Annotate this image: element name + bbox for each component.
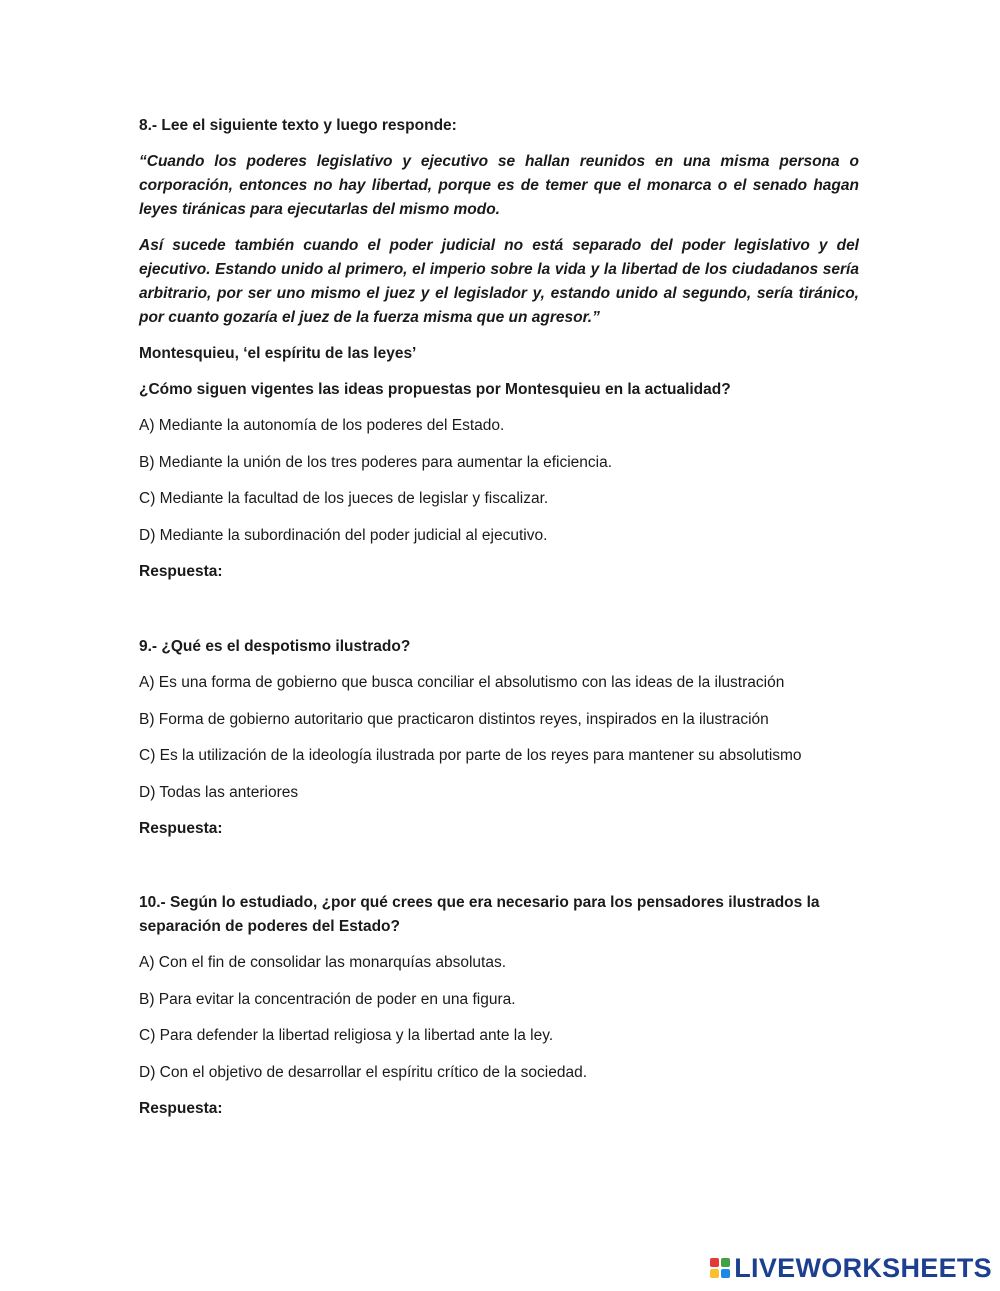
question-10-title: 10.- Según lo estudiado, ¿por qué crees que era necesario para los pensadores ilustrados la separación de poderes del Estado? bbox=[139, 894, 820, 935]
logo-square-blue bbox=[721, 1269, 730, 1278]
quote-source: Montesquieu, ‘el espíritu de las leyes’ bbox=[139, 345, 417, 362]
quote-paragraph-2: Así sucede también cuando el poder judicial no está separado del poder legislativo y del ejecutivo. Estando unido al primero, el imperio sobre la vida y la libertad de los ciudadanos sería arbitrario, por ser uno mismo el juez y el legislador y, estando unido al segundo, sería tiránico, por cuanto gozaría el juez de la fuerza misma que un agresor.” bbox=[139, 237, 859, 326]
question-8-title: 8.- Lee el siguiente texto y luego responde: bbox=[139, 117, 457, 134]
answer-label: Respuesta: bbox=[139, 1100, 223, 1117]
option-d[interactable]: D) Mediante la subordinación del poder judicial al ejecutivo. bbox=[139, 526, 548, 544]
question-8 bbox=[139, 114, 859, 584]
quote-paragraph-1: “Cuando los poderes legislativo y ejecutivo se hallan reunidos en una misma persona o corporación, entonces no hay libertad, porque es de temer que el monarca o el senado hagan leyes tiránicas para ejecutarlas del mismo modo. bbox=[139, 153, 859, 218]
liveworksheets-logo-icon bbox=[710, 1258, 730, 1278]
liveworksheets-brand bbox=[710, 1253, 992, 1283]
option-d[interactable]: D) Con el objetivo de desarrollar el espíritu crítico de la sociedad. bbox=[139, 1063, 588, 1081]
question-8-prompt: ¿Cómo siguen vigentes las ideas propuestas por Montesquieu en la actualidad? bbox=[139, 381, 731, 398]
question-10 bbox=[139, 891, 859, 1121]
option-b[interactable]: B) Mediante la unión de los tres poderes para aumentar la eficiencia. bbox=[139, 453, 613, 471]
option-b[interactable]: B) Forma de gobierno autoritario que practicaron distintos reyes, inspirados en la ilustración bbox=[139, 710, 769, 728]
answer-label: Respuesta: bbox=[139, 820, 223, 837]
brand-name: LIVEWORKSHEETS bbox=[734, 1253, 992, 1283]
option-c[interactable]: C) Para defender la libertad religiosa y la libertad ante la ley. bbox=[139, 1027, 554, 1044]
option-c[interactable]: C) Es la utilización de la ideología ilustrada por parte de los reyes para mantener su absolutismo bbox=[139, 747, 802, 764]
logo-square-yellow bbox=[710, 1269, 719, 1278]
option-c[interactable]: C) Mediante la facultad de los jueces de legislar y fiscalizar. bbox=[139, 490, 549, 507]
option-a[interactable]: A) Con el fin de consolidar las monarquías absolutas. bbox=[139, 954, 507, 971]
option-d[interactable]: D) Todas las anteriores bbox=[139, 783, 299, 801]
logo-square-red bbox=[710, 1258, 719, 1267]
question-9 bbox=[139, 635, 859, 841]
answer-label: Respuesta: bbox=[139, 563, 223, 580]
logo-square-green bbox=[721, 1258, 730, 1267]
option-b[interactable]: B) Para evitar la concentración de poder en una figura. bbox=[139, 990, 516, 1008]
option-a[interactable]: A) Mediante la autonomía de los poderes del Estado. bbox=[139, 417, 505, 434]
option-a[interactable]: A) Es una forma de gobierno que busca conciliar el absolutismo con las ideas de la ilustración bbox=[139, 674, 785, 691]
question-9-title: 9.- ¿Qué es el despotismo ilustrado? bbox=[139, 638, 411, 655]
